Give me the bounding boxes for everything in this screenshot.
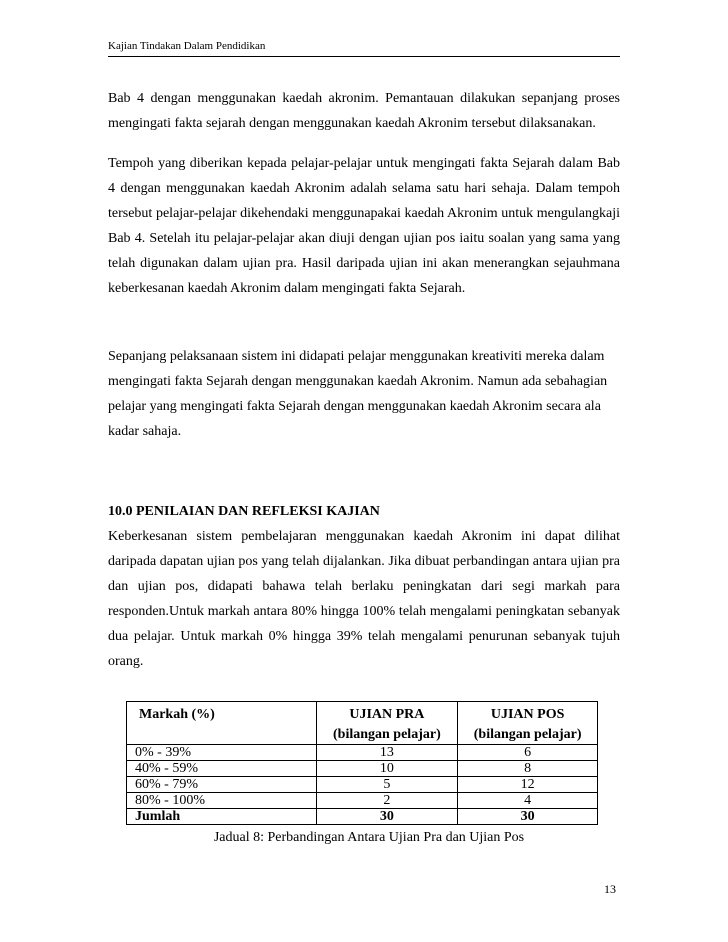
section-heading: 10.0 PENILAIAN DAN REFLEKSI KAJIAN <box>108 504 380 519</box>
subheader-empty <box>127 724 317 745</box>
header-markah: Markah (%) <box>127 702 317 725</box>
header-ujian-pra: UJIAN PRA <box>316 702 458 725</box>
paragraph-1: Bab 4 dengan menggunakan kaedah akronim. Pemantauan dilakukan sepanjang proses mengingati fakta sejarah dengan menggunakan kaedah Akronim tersebut dilaksanakan. <box>108 91 620 131</box>
paragraph-2: Tempoh yang diberikan kepada pelajar-pelajar untuk mengingati fakta Sejarah dalam Bab 4 dengan menggunakan kaedah Akronim adalah selama satu hari sehaja. Dalam tempoh tersebut pelajar-pelajar dikehendaki menggunapakai kaedah Akronim untuk mengulangkaji Bab 4. Setelah itu pelajar-pelajar akan diuji dengan ujian pos iaitu soalan yang sama yang telah digunakan dalam ujian pra. Hasil daripada ujian ini akan menerangkan sejauhmana keberkesanan kaedah Akronim dalam mengingati fakta Sejarah. <box>108 156 620 296</box>
table-subheader-row <box>127 724 598 745</box>
table-caption: Jadual 8: Perbandingan Antara Ujian Pra dan Ujian Pos <box>213 830 525 845</box>
cell-pos: 8 <box>458 761 598 777</box>
table-row <box>127 761 598 777</box>
table-row <box>127 745 598 761</box>
cell-range: 60% - 79% <box>127 777 317 793</box>
header-ujian-pos: UJIAN POS <box>458 702 598 725</box>
cell-pos: 4 <box>458 793 598 809</box>
page-number: 13 <box>604 882 616 896</box>
table-total-row <box>127 809 598 825</box>
header-rule <box>108 56 620 57</box>
subheader-pra: (bilangan pelajar) <box>316 724 458 745</box>
total-label: Jumlah <box>127 809 317 825</box>
cell-pra: 5 <box>316 777 458 793</box>
table-caption-wrapper <box>0 830 728 846</box>
total-pos: 30 <box>458 809 598 825</box>
cell-range: 40% - 59% <box>127 761 317 777</box>
paragraph-3: Sepanjang pelaksanaan sistem ini didapati pelajar menggunakan kreativiti mereka dalam mengingati fakta Sejarah dengan menggunakan kaedah Akronim. Namun ada sebahagian pelajar yang mengingati fakta Sejarah dengan menggunakan kaedah Akronim secara ala kadar sahaja. <box>108 349 608 439</box>
cell-pra: 10 <box>316 761 458 777</box>
running-header: Kajian Tindakan Dalam Pendidikan <box>108 40 266 52</box>
table-row <box>127 777 598 793</box>
results-table <box>126 701 598 825</box>
subheader-pos: (bilangan pelajar) <box>458 724 598 745</box>
cell-range: 0% - 39% <box>127 745 317 761</box>
cell-pra: 2 <box>316 793 458 809</box>
cell-pos: 6 <box>458 745 598 761</box>
table-header-row <box>127 702 598 725</box>
cell-pos: 12 <box>458 777 598 793</box>
cell-pra: 13 <box>316 745 458 761</box>
table-row <box>127 793 598 809</box>
paragraph-4: Keberkesanan sistem pembelajaran menggunakan kaedah Akronim ini dapat dilihat daripada dapatan ujian pos yang telah dijalankan. Jika dibuat perbandingan antara ujian pra dan ujian pos, didapati bahawa telah berlaku peningkatan dari segi markah para responden.Untuk markah antara 80% hingga 100% telah mengalami peningkatan sebanyak dua pelajar. Untuk markah 0% hingga 39% telah mengalami penurunan sebanyak tujuh orang. <box>108 529 620 669</box>
total-pra: 30 <box>316 809 458 825</box>
cell-range: 80% - 100% <box>127 793 317 809</box>
